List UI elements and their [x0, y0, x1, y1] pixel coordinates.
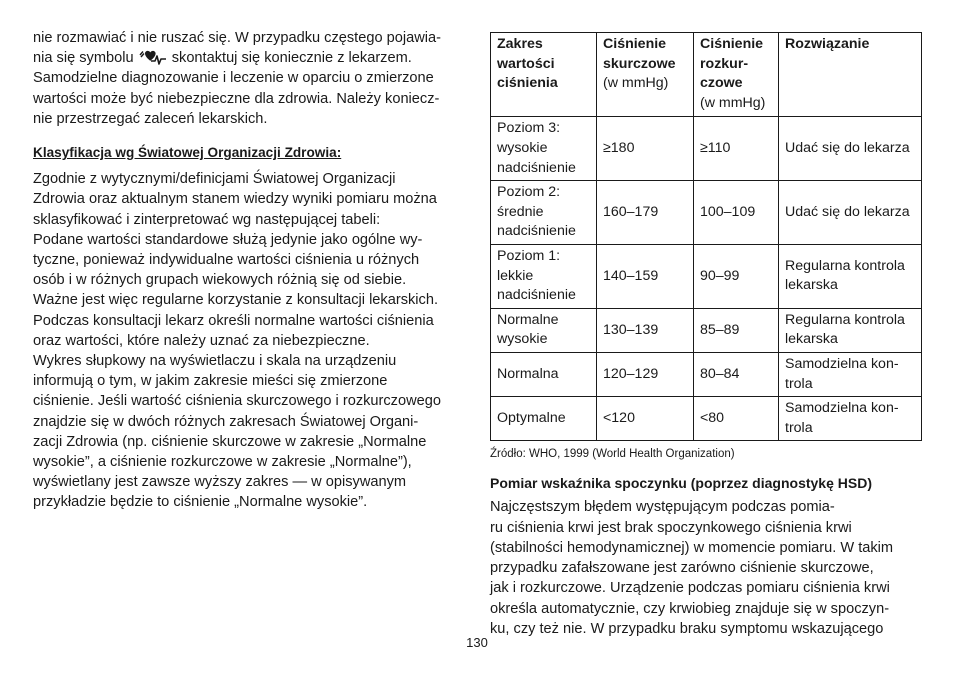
text-line: Ważne jest więc regularne korzystanie z konsultacji lekarskich.	[33, 292, 439, 309]
cell-diastolic: 90–99	[694, 244, 779, 308]
table-header-row	[491, 33, 922, 117]
text-line: określa automatycznie, czy krwiobieg znajduje się w spoczyn-	[490, 600, 890, 617]
cell-line: Poziom 2:	[497, 184, 561, 201]
cell-line: Normalna	[497, 365, 559, 382]
cell-solution	[779, 117, 922, 181]
header-line: czowe	[700, 75, 743, 92]
hsd-paragraph	[490, 497, 922, 638]
header-solution	[779, 33, 922, 117]
cell-solution	[779, 397, 922, 441]
header-diastolic	[694, 33, 779, 117]
cell-line: Poziom 1:	[497, 247, 561, 264]
text-fragment: skontaktuj się koniecznie z lekarzem.	[171, 50, 412, 67]
cell-line: nadciśnienie	[497, 159, 576, 176]
cell-diastolic: ≥110	[694, 117, 779, 181]
cell-line: Udać się do lekarza	[785, 139, 910, 156]
cell-line: lekarska	[785, 277, 838, 294]
header-line: Ciśnienie	[700, 36, 764, 52]
cell-range	[491, 117, 597, 181]
cell-systolic: 130–139	[597, 308, 694, 352]
text-line: (stabilności hemodynamicznej) w momencie pomiaru. W takim	[490, 539, 894, 556]
text-line: Zgodnie z wytycznymi/definicjami Światowej Organizacji	[33, 171, 396, 188]
cell-solution	[779, 352, 922, 396]
cell-line: Samodzielna kon-	[785, 355, 899, 372]
header-unit: (w mmHg)	[700, 94, 766, 111]
cell-line: Udać się do lekarza	[785, 203, 910, 220]
cell-line: trola	[785, 419, 813, 436]
cell-systolic: 140–159	[597, 244, 694, 308]
text-line: sklasyfikować i zinterpretować wg następującej tabeli:	[33, 211, 381, 228]
table-row	[491, 117, 922, 181]
text-line: ru ciśnienia krwi jest brak spoczynkowego ciśnienia krwi	[490, 519, 852, 536]
cell-range	[491, 397, 597, 441]
cell-solution	[779, 181, 922, 245]
cell-range	[491, 352, 597, 396]
cell-line: wysokie	[497, 331, 548, 348]
cell-range	[491, 308, 597, 352]
table-row	[491, 244, 922, 308]
header-line: Ciśnienie	[603, 36, 667, 52]
text-line: przypadku zafałszowane jest zarówno ciśnienie skurczowe,	[490, 560, 874, 577]
cell-line: lekarska	[785, 331, 838, 348]
text-line: Samodzielne diagnozowanie i leczenie w oparciu o zmierzone	[33, 70, 434, 87]
cell-diastolic: 80–84	[694, 352, 779, 396]
header-line: rozkur-	[700, 55, 749, 72]
hsd-heading: Pomiar wskaźnika spoczynku (poprzez diagnostykę HSD)	[490, 475, 872, 492]
irregular-heartbeat-icon	[138, 49, 168, 65]
table-row	[491, 181, 922, 245]
text-line: wysokie”, a ciśnienie rozkurczowe w zakresie „Normalne”),	[33, 454, 412, 471]
left-column	[33, 28, 465, 513]
text-line: jak i rozkurczowe. Urządzenie podczas pomiaru ciśnienia krwi	[490, 580, 890, 597]
cell-line: Regularna kontrola	[785, 311, 905, 328]
text-line: przykładzie będzie to ciśnienie „Normalne wysokie”.	[33, 494, 368, 511]
spacer	[490, 461, 922, 473]
text-line: informują o tym, w jakim zakresie mieści się zmierzone	[33, 373, 388, 390]
cell-diastolic: 100–109	[694, 181, 779, 245]
header-line: ciśnienia	[497, 75, 558, 92]
header-line: Zakres	[497, 36, 543, 52]
header-line: Rozwiązanie	[785, 36, 870, 52]
text-line: tyczne, ponieważ indywidualne wartości ciśnienia u różnych	[33, 252, 420, 269]
header-line: skurczowe	[603, 55, 676, 72]
cell-systolic: 160–179	[597, 181, 694, 245]
cell-range	[491, 244, 597, 308]
header-unit: (w mmHg)	[603, 75, 669, 92]
cell-systolic: ≥180	[597, 117, 694, 181]
text-line: znajdzie się w dwóch różnych zakresach Światowej Organi-	[33, 413, 419, 430]
cell-systolic: <120	[597, 397, 694, 441]
intro-paragraph	[33, 28, 465, 129]
cell-line: średnie	[497, 203, 544, 220]
text-line: nie przestrzegać zaleceń lekarskich.	[33, 110, 268, 127]
cell-solution	[779, 308, 922, 352]
cell-line: nadciśnienie	[497, 223, 576, 240]
table-row	[491, 308, 922, 352]
text-line-with-symbol	[33, 48, 465, 68]
header-line: wartości	[497, 55, 555, 72]
table-source-note: Źródło: WHO, 1999 (World Health Organization)	[490, 448, 735, 461]
text-line: osób i w różnych grupach wiekowych różnią się od siebie.	[33, 272, 407, 289]
page-number: 130	[466, 635, 488, 650]
cell-solution	[779, 244, 922, 308]
cell-line: Regularna kontrola	[785, 257, 905, 274]
who-classification-heading: Klasyfikacja wg Światowej Organizacji Zdrowia:	[33, 145, 342, 161]
table-row	[491, 352, 922, 396]
table-row	[491, 397, 922, 441]
right-column	[490, 32, 922, 639]
text-line: wyświetlany jest zawsze wyższy zakres — w opisywanym	[33, 474, 407, 491]
cell-diastolic: <80	[694, 397, 779, 441]
text-line: nie rozmawiać i nie ruszać się. W przypadku częstego pojawia-	[33, 30, 441, 46]
text-line: Podczas konsultacji lekarz określi normalne wartości ciśnienia	[33, 312, 434, 329]
header-range	[491, 33, 597, 117]
cell-line: wysokie	[497, 139, 548, 156]
text-line: ciśnienie. Jeśli wartość ciśnienia skurczowego i rozkurczowego	[33, 393, 441, 410]
cell-line: trola	[785, 375, 813, 392]
text-line: Podane wartości standardowe służą jedynie jako ogólne wy-	[33, 231, 423, 248]
text-line: Wykres słupkowy na wyświetlaczu i skala na urządzeniu	[33, 353, 397, 370]
cell-line: Optymalne	[497, 409, 566, 426]
cell-line: nadciśnienie	[497, 287, 576, 304]
text-line: ku, czy też nie. W przypadku braku symptomu wskazującego	[490, 620, 884, 637]
text-line: Zdrowia oraz aktualnym stanem wiedzy wyniki pomiaru można	[33, 191, 437, 208]
cell-line: Normalne	[497, 311, 559, 328]
cell-line: lekkie	[497, 267, 534, 284]
spacer	[33, 129, 465, 143]
text-line: zacji Zdrowia (np. ciśnienie skurczowe w zakresie „Normalne	[33, 433, 427, 450]
who-classification-table	[490, 32, 922, 441]
text-fragment: nia się symbolu	[33, 50, 134, 67]
who-paragraph	[33, 169, 465, 512]
text-line: Najczęstszym błędem występującym podczas pomia-	[490, 499, 835, 516]
text-line: oraz wartości, które należy uznać za niebezpieczne.	[33, 332, 370, 349]
header-systolic	[597, 33, 694, 117]
text-line: wartości może być niebezpieczne dla zdrowia. Należy koniecz-	[33, 90, 440, 107]
cell-diastolic: 85–89	[694, 308, 779, 352]
cell-line: Poziom 3:	[497, 120, 561, 137]
cell-systolic: 120–129	[597, 352, 694, 396]
cell-line: Samodzielna kon-	[785, 400, 899, 417]
cell-range	[491, 181, 597, 245]
